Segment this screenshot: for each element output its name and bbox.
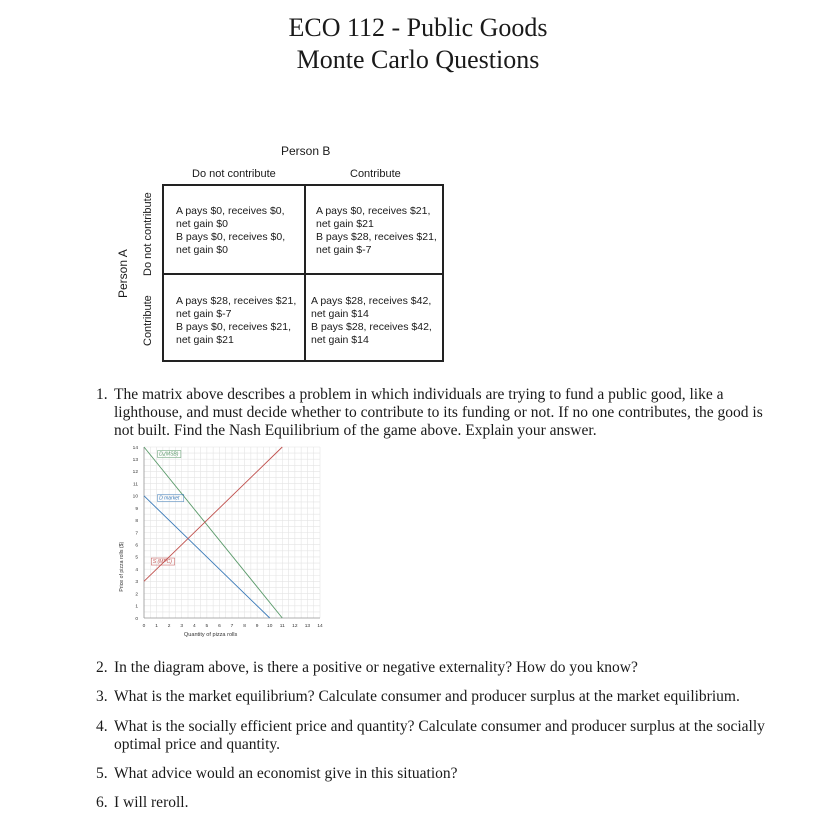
series-1-label: D market <box>159 495 180 502</box>
y-tick-label: 0 <box>135 616 138 622</box>
y-axis-label: Price of pizza rolls ($) <box>119 541 125 592</box>
x-axis-label: Quantity of pizza rolls <box>183 632 238 638</box>
x-tick-label: 4 <box>192 624 196 629</box>
supply-demand-chart <box>110 443 330 643</box>
question-number: 6. <box>96 794 108 811</box>
y-tick-label: 4 <box>135 567 138 573</box>
chart-grid <box>144 447 320 618</box>
x-tick-label: 0 <box>142 624 146 629</box>
y-tick-label: 7 <box>135 531 138 537</box>
chart-axes <box>119 445 323 638</box>
y-tick-label: 9 <box>135 506 138 512</box>
x-tick-label: 5 <box>205 624 209 629</box>
question-number: 3. <box>96 688 108 705</box>
matrix-cell-0-1: A pays $0, receives $21, net gain $21 B pays $28, receives $21, net gain $-7 <box>316 205 437 256</box>
matrix-cell-1-1: A pays $28, receives $42, net gain $14 B pays $28, receives $42, net gain $14 <box>311 295 432 346</box>
y-tick-label: 8 <box>135 519 138 525</box>
x-tick-label: 6 <box>218 624 221 629</box>
y-tick-label: 5 <box>135 555 138 561</box>
matrix-divider-horizontal <box>162 273 444 275</box>
series-2-label: S (MPC) <box>152 559 172 566</box>
question-number: 4. <box>96 718 108 735</box>
y-tick-label: 1 <box>135 604 138 610</box>
matrix-cell-1-0: A pays $28, receives $21, net gain $-7 B pays $0, receives $21, net gain $21 <box>176 295 297 346</box>
question-text: What advice would an economist give in this situation? <box>114 765 458 782</box>
question-text: In the diagram above, is there a positive or negative externality? How do you know? <box>114 659 638 676</box>
x-tick-label: 7 <box>230 624 234 629</box>
x-tick-label: 14 <box>317 624 323 629</box>
question-number: 2. <box>96 659 108 676</box>
page-title <box>0 12 836 76</box>
y-tick-label: 12 <box>132 470 138 476</box>
x-tick-label: 3 <box>180 624 184 629</box>
question-number: 5. <box>96 765 108 782</box>
player-a-label: Person A <box>116 249 130 298</box>
question-number: 1. <box>96 386 108 403</box>
question-text: What is the socially efficient price and quantity? Calculate consumer and producer surplus at the socially optimal price and quantity. <box>114 718 765 753</box>
x-tick-label: 10 <box>267 624 273 629</box>
y-tick-label: 6 <box>135 543 138 549</box>
y-tick-label: 2 <box>135 592 138 598</box>
x-tick-label: 2 <box>167 624 171 629</box>
series-0-label: D₁(MSB) <box>159 451 179 458</box>
y-tick-label: 10 <box>132 494 138 500</box>
x-tick-label: 1 <box>155 624 158 629</box>
title-line-2: Monte Carlo Questions <box>296 45 540 74</box>
question-text: What is the market equilibrium? Calculate consumer and producer surplus at the market equilibrium. <box>114 688 740 705</box>
y-tick-label: 11 <box>133 482 138 488</box>
y-tick-label: 13 <box>132 458 138 464</box>
x-tick-label: 11 <box>279 624 285 629</box>
x-tick-label: 8 <box>243 624 246 629</box>
question-text: The matrix above describes a problem in which individuals are trying to fund a public good, like a lighthouse, and must decide whether to contribute to its funding or not. If no one contributes, the good is not built. Find the Nash Equilibrium of the game above. Explain your answer. <box>114 386 763 439</box>
x-tick-label: 9 <box>255 624 259 629</box>
row-header-not-contribute: Do not contribute <box>142 192 154 276</box>
y-tick-label: 3 <box>135 580 138 586</box>
matrix-cell-0-0: A pays $0, receives $0, net gain $0 B pays $0, receives $0, net gain $0 <box>176 205 286 256</box>
row-header-contribute: Contribute <box>142 295 154 346</box>
x-tick-label: 13 <box>304 624 311 629</box>
col-header-contribute: Contribute <box>350 168 401 180</box>
x-tick-label: 12 <box>292 624 298 629</box>
question-text: I will reroll. <box>114 794 189 811</box>
title-line-1: ECO 112 - Public Goods <box>288 13 548 42</box>
player-b-label: Person B <box>281 144 331 158</box>
col-header-not-contribute: Do not contribute <box>192 168 276 180</box>
y-tick-label: 14 <box>132 445 138 451</box>
